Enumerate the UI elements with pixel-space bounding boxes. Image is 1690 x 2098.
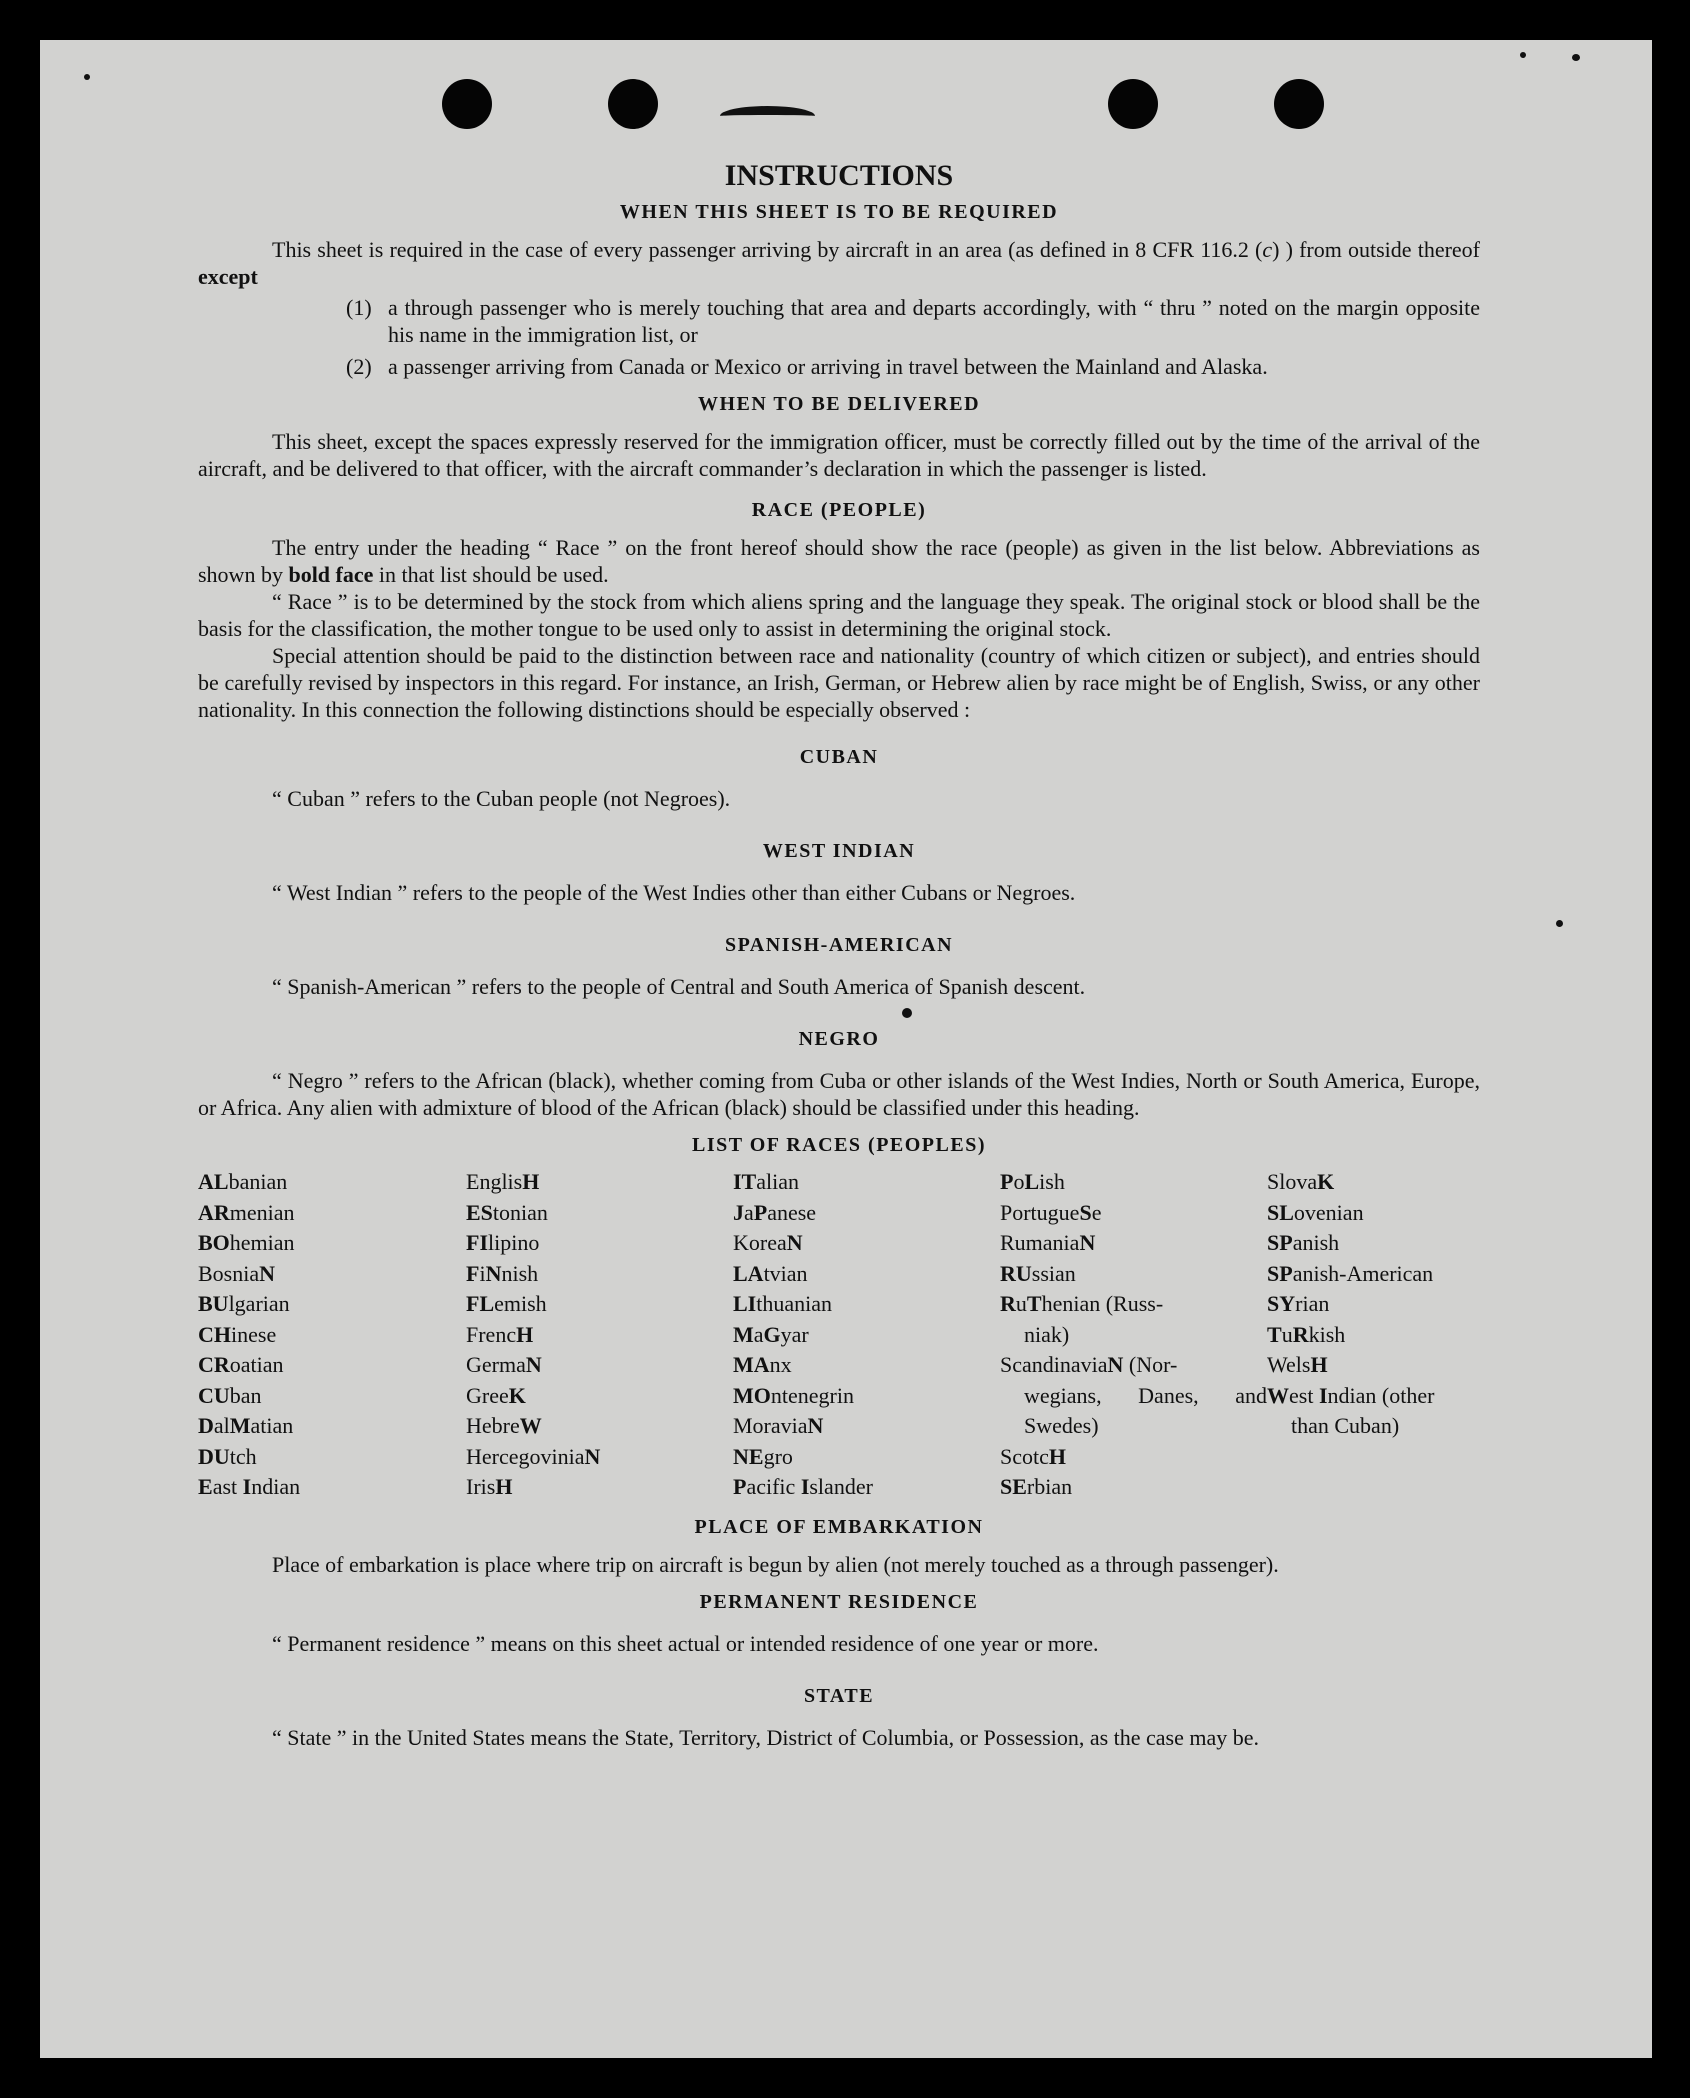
section-heading-west-indian: WEST INDIAN [762,840,916,862]
race-entry: MoraviaN [733,1413,824,1438]
ink-speck [84,74,90,80]
race-entry: PoLish [1000,1169,1065,1194]
race-column [198,1167,466,1503]
when-delivered-text: This sheet, except the spaces expressly reserved for the immigration officer, must be correctly filled out by the time of the arrival of the aircraft, and be delivered to that officer, with the aircraft commander’s declaration in which the passenger is listed. [198,429,1480,481]
race-column [466,1167,733,1503]
section-heading-embarkation: PLACE OF EMBARKATION [694,1515,984,1538]
race-entry: SlovaK [1267,1169,1335,1194]
spanish-american-text: “ Spanish-American ” refers to the people of Central and South America of Spanish descent. [272,974,1086,999]
race-entry: Pacific Islander [733,1474,873,1499]
race-entry: SPanish-American [1267,1260,1434,1286]
race-entry: IrisH [466,1474,513,1499]
race-entry: ITalian [733,1169,800,1194]
punch-hole [1274,79,1324,129]
page-title: INSTRUCTIONS [724,159,954,192]
race-entry: BOhemian [198,1230,295,1255]
exception-item: (2) a passenger arriving from Canada or Mexico or arriving in travel between the Mainland and Alaska. [346,354,1268,379]
race-entry: MOntenegrin [733,1382,854,1408]
instructions-content [198,156,1480,1751]
race-entry: CUban [198,1382,262,1408]
race-entry: MAnx [733,1352,792,1377]
race-entry: FiNnish [466,1260,539,1286]
race-entry: SErbian [1000,1474,1073,1499]
permanent-residence-text: “ Permanent residence ” means on this sheet actual or intended residence of one year or more. [272,1630,1099,1656]
race-entry: ARmenian [198,1199,295,1225]
race-entry: PortugueSe [1000,1199,1102,1225]
section-heading-list-of-races: LIST OF RACES (PEOPLES) [691,1134,986,1156]
race-entry: ALbanian [198,1169,288,1194]
race-entry: TuRkish [1267,1321,1346,1347]
race-entry: RumaniaN [1000,1230,1096,1255]
ink-speck [1556,920,1563,927]
embarkation-text: Place of embarkation is place where trip on aircraft is begun by alien (not merely touched as a through passenger). [272,1551,1279,1577]
race-list [198,1167,1480,1503]
race-entry: WelsH [1267,1352,1328,1377]
document-page [40,40,1652,2058]
race-entry: CRoatian [198,1352,284,1377]
race-column [1000,1167,1267,1503]
section-heading-race: RACE (PEOPLE) [751,499,927,521]
race-entry: FIlipino [466,1230,540,1255]
state-text: “ State ” in the United States means the State, Territory, District of Columbia, or Possession, as the case may be. [272,1724,1260,1750]
section-heading-permanent-residence: PERMANENT RESIDENCE [699,1590,979,1613]
ink-speck [1572,54,1580,61]
race-paragraph-2: “ Race ” is to be determined by the stock from which aliens spring and the language they speak. The original stock or blood shall be the basis for the classification, the mother tongue to be used only to assist in determining the original stock. [198,589,1480,641]
race-entry: East Indian [198,1474,301,1499]
race-entry: RUssian [1000,1260,1076,1286]
race-entry: West Indian (other than Cuban) [1267,1382,1435,1438]
section-heading-when-required: WHEN THIS SHEET IS TO BE REQUIRED [619,201,1059,223]
race-entry: EStonian [466,1199,548,1225]
section-heading-cuban: CUBAN [799,746,879,768]
section-heading-state: STATE [803,1684,875,1707]
race-entry: LIthuanian [733,1291,833,1316]
section-heading-negro: NEGRO [798,1028,880,1050]
race-entry: EnglisH [466,1169,540,1194]
race-entry: SPanish [1267,1230,1340,1255]
race-entry: BosniaN [198,1260,276,1286]
race-entry: ScotcH [1000,1443,1067,1469]
race-entry: JaPanese [733,1199,817,1225]
negro-text: “ Negro ” refers to the African (black), whether coming from Cuba or other islands of the West Indies, North or South America, Europe, or Africa. Any alien with admixture of blood of the African (black) should be classified under this heading. [198,1068,1480,1120]
race-entry: ScandinaviaN (Nor- wegians, Danes, and Swedes) [1000,1352,1267,1438]
race-paragraph-3: Special attention should be paid to the distinction between race and nationality (country of which citizen or subject), and entries should be carefully revised by inspectors in this regard. For instance, an Irish, German, or Hebrew alien by race might be of English, Swiss, or any other nationality. In this connection the following distinctions should be especially observed : [198,643,1480,722]
cuban-text: “ Cuban ” refers to the Cuban people (not Negroes). [272,786,731,811]
when-required-intro: This sheet is required in the case of every passenger arriving by aircraft in an area (as defined in 8 CFR 116.2 (c) ) from outside thereof except [198,237,1480,289]
exception-item: (1) a through passenger who is merely touching that area and departs accordingly, with “ thru ” noted on the margin opposite his name in the immigration list, or [346,295,1480,347]
punch-hole [442,79,492,129]
race-entry: NEgro [733,1443,793,1469]
race-paragraph-1: The entry under the heading “ Race ” on the front hereof should show the race (people) as given in the list below. Abbreviations as shown by bold face in that list should be used. [198,535,1480,587]
race-entry: SLovenian [1267,1199,1364,1225]
race-entry: FrencH [466,1321,534,1347]
race-entry: GermaN [466,1352,542,1377]
race-entry: LAtvian [733,1260,808,1286]
exception-list [346,294,1480,380]
race-entry: MaGyar [733,1321,809,1347]
ink-speck [1520,52,1526,58]
punch-hole [608,79,658,129]
section-heading-when-delivered: WHEN TO BE DELIVERED [697,393,981,415]
section-heading-spanish-american: SPANISH-AMERICAN [724,934,954,956]
race-entry: DUtch [198,1443,257,1469]
race-entry: HercegoviniaN [466,1443,601,1469]
race-entry: HebreW [466,1413,542,1438]
ink-mark [720,106,815,126]
race-entry: GreeK [466,1382,526,1408]
race-entry: KoreaN [733,1230,803,1255]
punch-hole [1108,79,1158,129]
race-entry: FLemish [466,1291,547,1316]
race-entry: DalMatian [198,1413,294,1438]
race-column [733,1167,1000,1503]
race-entry: CHinese [198,1321,277,1347]
race-entry: RuThenian (Russ- niak) [1000,1291,1164,1347]
west-indian-text: “ West Indian ” refers to the people of the West Indies other than either Cubans or Negroes. [272,880,1076,905]
race-column [1267,1167,1482,1503]
race-entry: SYrian [1267,1291,1330,1316]
race-entry: BUlgarian [198,1291,290,1316]
